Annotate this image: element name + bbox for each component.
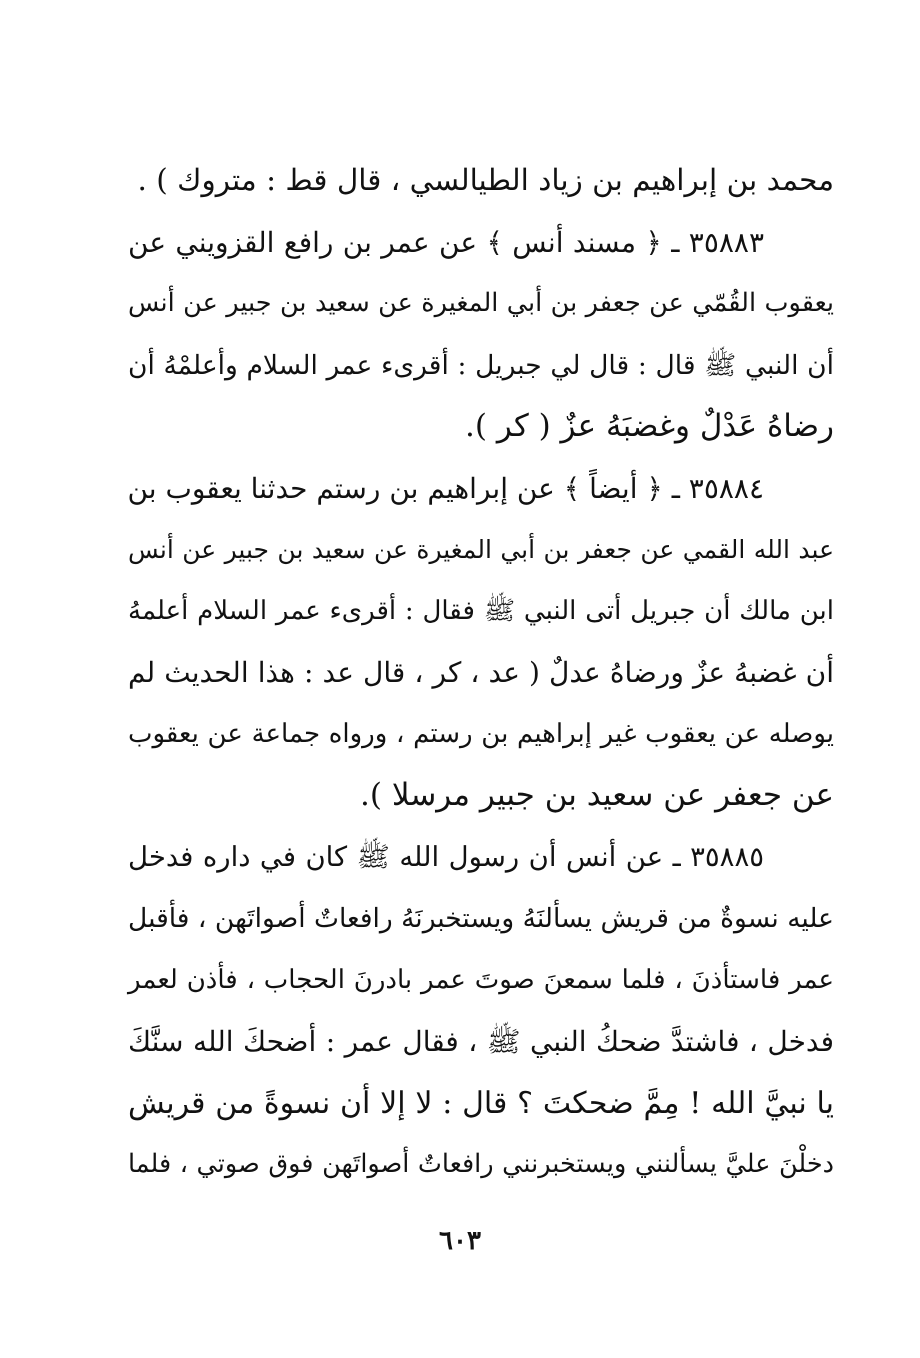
text-line: أن النبي ﷺ قال : قال لي جبريل : أقرىء عمر السلام وأعلمْهُ أن — [128, 349, 834, 381]
paragraph-hadith-35885 — [128, 827, 834, 1196]
paragraph-hadith-35883 — [128, 212, 834, 458]
paragraph-end-of-previous — [128, 150, 834, 212]
text-line: رضاهُ عَدْلٌ وغضبَهُ عزٌ ( كر ). — [465, 408, 834, 444]
text-line: فدخل ، فاشتدَّ ضحكُ النبي ﷺ ، فقال عمر : أضحكَ الله سنَّكَ — [128, 1025, 834, 1058]
text-line: عمر فاستأذنَ ، فلما سمعنَ صوتَ عمر بادرنَ الحجاب ، فأذن لعمر — [128, 964, 834, 995]
text-line: دخلْنَ عليَّ يسألنني ويستخبرنني رافعاتٌ أصواتَهن فوق صوتي ، فلما — [128, 1149, 834, 1179]
text-line: يا نبيَّ الله ! مِمَّ ضحكتَ ؟ قال : لا إلا أن نسوةً من قريش — [128, 1085, 834, 1121]
text-line: عن جعفر عن سعيد بن جبير مرسلا ). — [360, 777, 834, 813]
text-line: ابن مالك أن جبريل أتى النبي ﷺ فقال : أقرىء عمر السلام أعلمهُ — [128, 595, 834, 626]
paragraph-hadith-35884 — [128, 458, 834, 827]
text-line: محمد بن إبراهيم بن زياد الطيالسي ، قال قط : متروك ) . — [137, 163, 834, 197]
text-line: يوصله عن يعقوب غير إبراهيم بن رستم ، ورواه جماعة عن يعقوب — [128, 718, 834, 749]
text-line: عليه نسوةٌ من قريش يسألنَهُ ويستخبرنَهُ رافعاتٌ أصواتَهن ، فأقبل — [128, 903, 834, 934]
text-line: أن غضبهُ عزٌ ورضاهُ عدلٌ ( عد ، كر ، قال عد : هذا الحديث لم — [128, 656, 834, 689]
text-line: ٣٥٨٨٥ ـ عن أنس أن رسول الله ﷺ كان في داره فدخل — [128, 840, 764, 873]
page-number: ٦٠٣ — [439, 1226, 481, 1256]
text-line: عبد الله القمي عن جعفر بن أبي المغيرة عن سعيد بن جبير عن أنس — [128, 535, 834, 564]
text-line: ٣٥٨٨٣ ـ ﴿ مسند أنس ﴾ عن عمر بن رافع القزويني عن — [128, 225, 764, 259]
text-line: يعقوب القُمّي عن جعفر بن أبي المغيرة عن سعيد بن جبير عن أنس — [128, 288, 834, 318]
text-line: ٣٥٨٨٤ ـ ﴿ أيضاً ﴾ عن إبراهيم بن رستم حدثنا يعقوب بن — [127, 471, 764, 505]
page-body — [128, 150, 834, 1196]
